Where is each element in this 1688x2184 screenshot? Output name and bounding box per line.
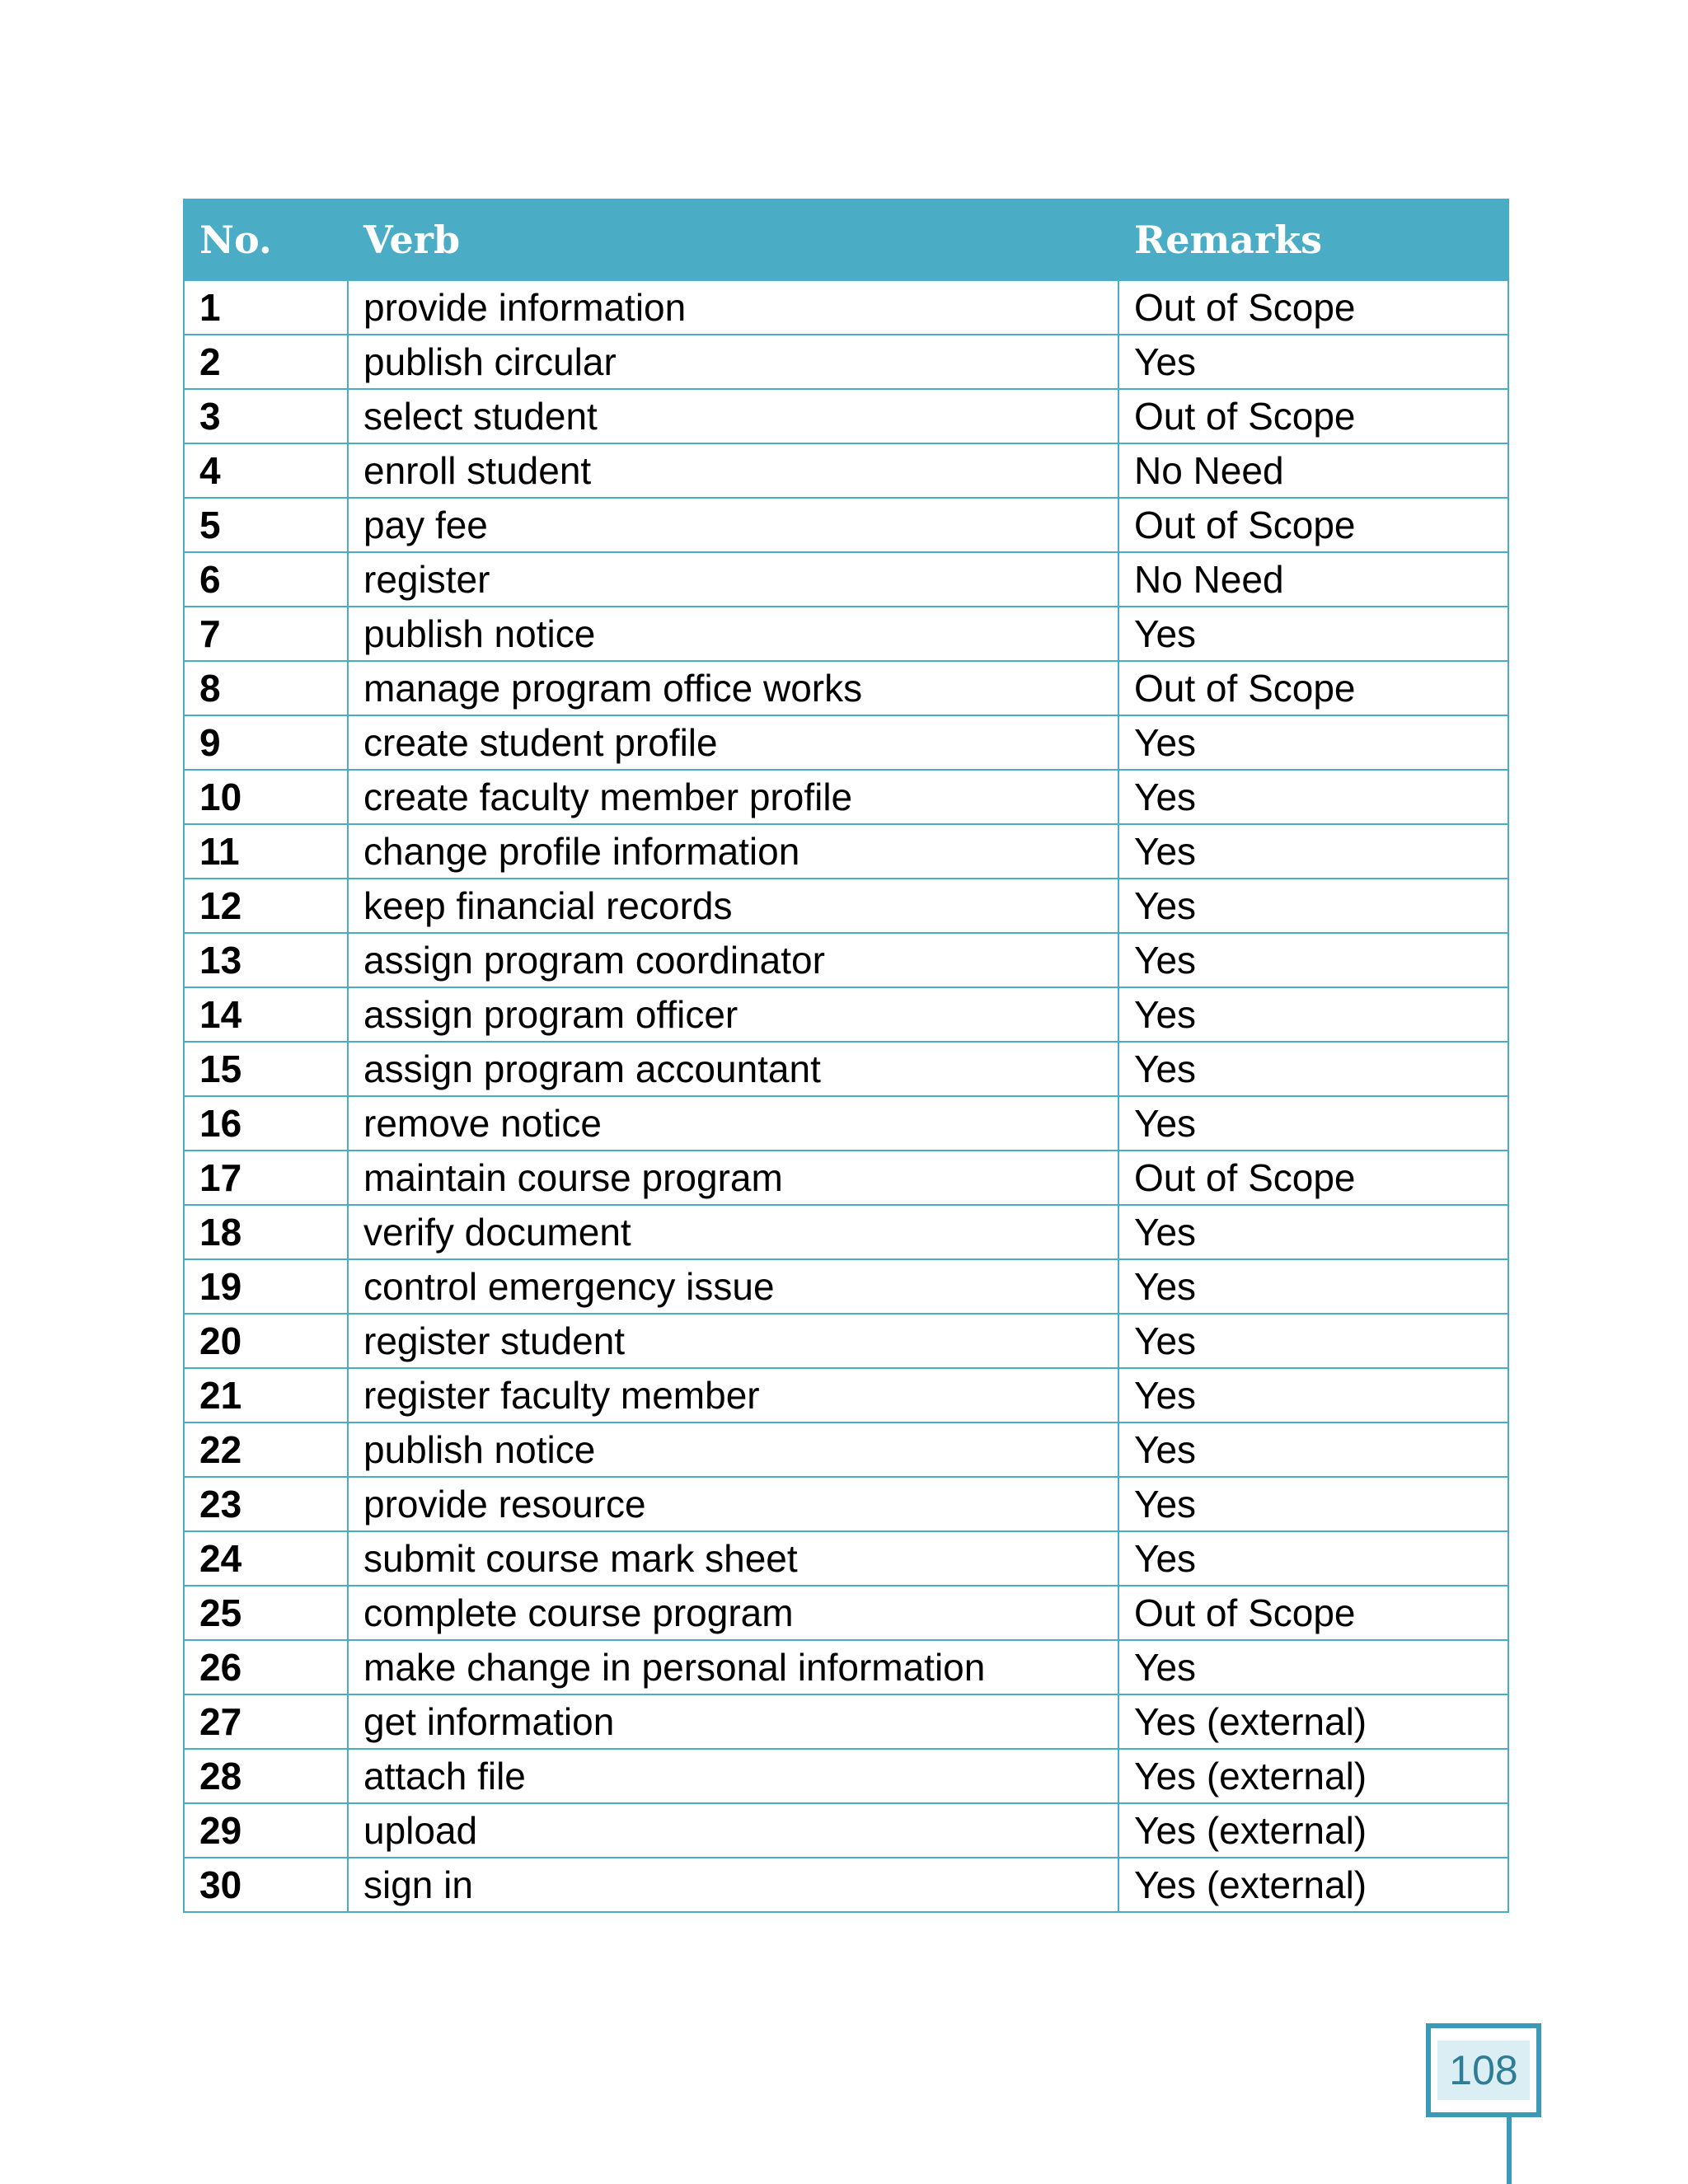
cell-verb: publish notice [348,1422,1118,1477]
table-row [184,335,1508,389]
cell-verb: control emergency issue [348,1259,1118,1314]
cell-no: 3 [184,389,348,443]
table-row [184,1096,1508,1151]
table-row [184,879,1508,933]
cell-remarks: Out of Scope [1118,661,1508,715]
cell-verb: enroll student [348,443,1118,498]
cell-no: 7 [184,607,348,661]
cell-remarks: Yes [1118,1042,1508,1096]
cell-verb: register faculty member [348,1368,1118,1422]
table-row [184,443,1508,498]
cell-verb: register student [348,1314,1118,1368]
cell-remarks: No Need [1118,552,1508,607]
table-row [184,1694,1508,1749]
cell-no: 12 [184,879,348,933]
cell-verb: provide information [348,280,1118,335]
cell-remarks: Yes (external) [1118,1803,1508,1858]
cell-no: 26 [184,1640,348,1694]
cell-remarks: Out of Scope [1118,498,1508,552]
table-row [184,1749,1508,1803]
cell-remarks: Out of Scope [1118,280,1508,335]
cell-verb: verify document [348,1205,1118,1259]
cell-no: 27 [184,1694,348,1749]
header-verb: Verb [348,199,1118,280]
table-row [184,987,1508,1042]
cell-remarks: Yes [1118,1096,1508,1151]
table-row [184,552,1508,607]
cell-verb: change profile information [348,824,1118,879]
cell-verb: assign program accountant [348,1042,1118,1096]
table-row [184,1477,1508,1531]
cell-no: 11 [184,824,348,879]
cell-verb: select student [348,389,1118,443]
cell-remarks: Yes [1118,879,1508,933]
verb-remarks-table [183,199,1509,1913]
table-row [184,1259,1508,1314]
cell-remarks: Yes [1118,1422,1508,1477]
cell-verb: keep financial records [348,879,1118,933]
table-row [184,498,1508,552]
cell-no: 25 [184,1586,348,1640]
cell-no: 2 [184,335,348,389]
cell-remarks: Out of Scope [1118,1586,1508,1640]
cell-verb: submit course mark sheet [348,1531,1118,1586]
table-row [184,824,1508,879]
cell-no: 6 [184,552,348,607]
table-row [184,389,1508,443]
cell-verb: assign program coordinator [348,933,1118,987]
cell-no: 30 [184,1858,348,1912]
cell-verb: maintain course program [348,1151,1118,1205]
table-row [184,1422,1508,1477]
cell-verb: make change in personal information [348,1640,1118,1694]
table-row [184,1531,1508,1586]
cell-verb: upload [348,1803,1118,1858]
cell-remarks: Out of Scope [1118,1151,1508,1205]
table-body [184,280,1508,1912]
cell-no: 23 [184,1477,348,1531]
cell-verb: create faculty member profile [348,770,1118,824]
header-no: No. [184,199,348,280]
cell-verb: manage program office works [348,661,1118,715]
cell-remarks: No Need [1118,443,1508,498]
table-row [184,933,1508,987]
cell-remarks: Yes [1118,1259,1508,1314]
header-remarks: Remarks [1118,199,1508,280]
cell-no: 10 [184,770,348,824]
table-row [184,280,1508,335]
cell-remarks: Yes [1118,770,1508,824]
table-row [184,1205,1508,1259]
cell-remarks: Yes [1118,1640,1508,1694]
table-row [184,1368,1508,1422]
cell-verb: get information [348,1694,1118,1749]
table-header [184,199,1508,280]
cell-verb: provide resource [348,1477,1118,1531]
cell-remarks: Yes [1118,1314,1508,1368]
cell-no: 19 [184,1259,348,1314]
table-row [184,715,1508,770]
cell-no: 8 [184,661,348,715]
cell-verb: publish circular [348,335,1118,389]
cell-no: 1 [184,280,348,335]
cell-no: 9 [184,715,348,770]
cell-no: 5 [184,498,348,552]
page-number: 108 [1437,2041,1530,2100]
cell-remarks: Yes [1118,933,1508,987]
table-row [184,607,1508,661]
cell-no: 13 [184,933,348,987]
cell-remarks: Yes [1118,715,1508,770]
cell-no: 18 [184,1205,348,1259]
cell-no: 14 [184,987,348,1042]
cell-verb: sign in [348,1858,1118,1912]
table-row [184,1640,1508,1694]
cell-remarks: Out of Scope [1118,389,1508,443]
page-number-stem [1507,2117,1512,2184]
cell-remarks: Yes [1118,1477,1508,1531]
cell-remarks: Yes [1118,1368,1508,1422]
cell-remarks: Yes [1118,335,1508,389]
cell-remarks: Yes [1118,1531,1508,1586]
cell-no: 29 [184,1803,348,1858]
cell-no: 24 [184,1531,348,1586]
table-row [184,1314,1508,1368]
cell-no: 4 [184,443,348,498]
page-number-frame [1426,2023,1541,2117]
cell-remarks: Yes [1118,987,1508,1042]
cell-no: 28 [184,1749,348,1803]
cell-no: 15 [184,1042,348,1096]
cell-remarks: Yes (external) [1118,1749,1508,1803]
table-row [184,661,1508,715]
cell-remarks: Yes [1118,1205,1508,1259]
cell-verb: create student profile [348,715,1118,770]
cell-remarks: Yes (external) [1118,1694,1508,1749]
cell-verb: register [348,552,1118,607]
table-row [184,1803,1508,1858]
table-row [184,1151,1508,1205]
table-row [184,1858,1508,1912]
table-row [184,770,1508,824]
cell-no: 22 [184,1422,348,1477]
cell-verb: assign program officer [348,987,1118,1042]
cell-verb: complete course program [348,1586,1118,1640]
table-row [184,1586,1508,1640]
cell-no: 16 [184,1096,348,1151]
table-row [184,1042,1508,1096]
cell-verb: pay fee [348,498,1118,552]
cell-remarks: Yes [1118,607,1508,661]
header-row [184,199,1508,280]
cell-remarks: Yes [1118,824,1508,879]
cell-verb: attach file [348,1749,1118,1803]
cell-no: 21 [184,1368,348,1422]
cell-verb: publish notice [348,607,1118,661]
cell-remarks: Yes (external) [1118,1858,1508,1912]
cell-no: 20 [184,1314,348,1368]
cell-no: 17 [184,1151,348,1205]
cell-verb: remove notice [348,1096,1118,1151]
